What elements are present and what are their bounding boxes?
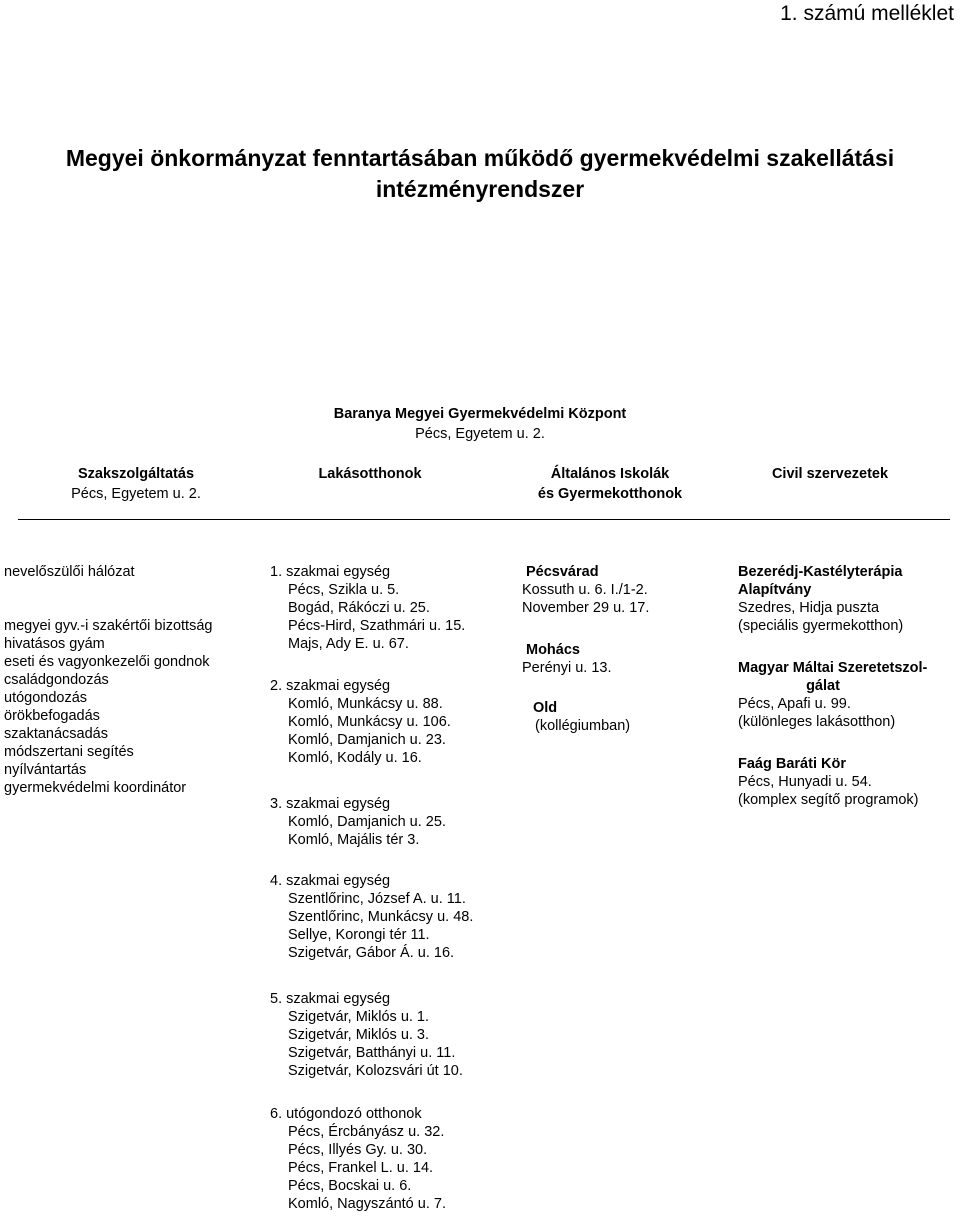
page-title-line2: intézményrendszer <box>375 176 585 202</box>
unit-title: 4. szakmai egység <box>270 873 391 889</box>
unit-group <box>270 563 465 653</box>
unit-address: Szigetvár, Batthányi u. 11. <box>288 1045 456 1061</box>
center-name: Baranya Megyei Gyermekvédelmi Központ <box>333 406 627 422</box>
unit-address: Majs, Ady E. u. 67. <box>288 636 409 652</box>
column-title-szakszolgaltatas: Szakszolgáltatás <box>77 466 195 482</box>
unit-group <box>270 872 473 962</box>
unit-address: Pécs, Szikla u. 5. <box>288 582 400 598</box>
column-header-lakasotthonok <box>290 464 450 484</box>
unit-address: Szigetvár, Gábor Á. u. 16. <box>288 945 455 961</box>
unit-group <box>270 677 451 767</box>
civil-name: Alapítvány <box>738 582 812 598</box>
column-header-iskolak <box>520 464 700 504</box>
list-item: családgondozás <box>4 672 109 688</box>
unit-address: Sellye, Korongi tér 11. <box>288 927 430 943</box>
header-divider <box>18 519 950 520</box>
civil-line: (speciális gyermekotthon) <box>738 618 904 634</box>
column-title-iskolak: Általános Iskolák <box>550 466 670 482</box>
list-item: módszertani segítés <box>4 744 134 760</box>
list-item: örökbefogadás <box>4 708 100 724</box>
list-item: gyermekvédelmi koordinátor <box>4 780 187 796</box>
unit-address: Szentlőrinc, Munkácsy u. 48. <box>288 909 474 925</box>
civil-name: gálat <box>806 678 840 694</box>
unit-address: Komló, Nagyszántó u. 7. <box>288 1196 446 1212</box>
school-line: November 29 u. 17. <box>522 600 650 616</box>
unit-address: Pécs, Illyés Gy. u. 30. <box>288 1142 428 1158</box>
school-entry <box>522 699 630 735</box>
school-name: Pécsvárad <box>526 564 599 580</box>
unit-address: Pécs, Frankel L. u. 14. <box>288 1160 434 1176</box>
school-line: Kossuth u. 6. I./1-2. <box>522 582 648 598</box>
list-item: utógondozás <box>4 690 88 706</box>
annex-label: 1. számú melléklet <box>780 2 954 25</box>
civil-name: Faág Baráti Kör <box>738 756 846 772</box>
list-item: nyílvántartás <box>4 762 87 778</box>
unit-address: Bogád, Rákóczi u. 25. <box>288 600 430 616</box>
civil-line: (komplex segítő programok) <box>738 792 919 808</box>
civil-entry <box>738 563 903 635</box>
unit-address: Komló, Damjanich u. 23. <box>288 732 446 748</box>
unit-address: Szigetvár, Miklós u. 1. <box>288 1009 430 1025</box>
services-list <box>4 563 212 797</box>
list-item: hivatásos gyám <box>4 636 105 652</box>
unit-address: Pécs, Bocskai u. 6. <box>288 1178 412 1194</box>
unit-title: 2. szakmai egység <box>270 678 391 694</box>
school-name: Old <box>533 700 558 716</box>
unit-group <box>270 990 463 1080</box>
civil-line: Pécs, Apafi u. 99. <box>738 696 851 712</box>
list-item: eseti és vagyonkezelői gondnok <box>4 654 210 670</box>
unit-address: Komló, Kodály u. 16. <box>288 750 422 766</box>
list-item: nevelőszülői hálózat <box>4 564 135 580</box>
column-title-lakasotthonok: Lakásotthonok <box>318 466 422 482</box>
unit-address: Pécs-Hird, Szathmári u. 15. <box>288 618 466 634</box>
unit-address: Komló, Damjanich u. 25. <box>288 814 446 830</box>
column-address-szakszolgaltatas: Pécs, Egyetem u. 2. <box>71 486 201 502</box>
page-title-line1: Megyei önkormányzat fenntartásában működő gyermekvédelmi szakellátási <box>65 145 895 171</box>
school-name: Mohács <box>526 642 580 658</box>
civil-line: Pécs, Hunyadi u. 54. <box>738 774 872 790</box>
unit-address: Komló, Munkácsy u. 88. <box>288 696 443 712</box>
civil-name: Bezerédj-Kastélyterápia <box>738 564 903 580</box>
unit-group <box>270 795 446 849</box>
unit-address: Szigetvár, Kolozsvári út 10. <box>288 1063 463 1079</box>
civil-line: (különleges lakásotthon) <box>738 714 896 730</box>
list-item: szaktanácsadás <box>4 726 108 742</box>
unit-title: 5. szakmai egység <box>270 991 391 1007</box>
school-entry <box>522 563 649 617</box>
unit-address: Szentlőrinc, József A. u. 11. <box>288 891 466 907</box>
unit-title: 6. utógondozó otthonok <box>270 1106 422 1122</box>
unit-address: Komló, Majális tér 3. <box>288 832 420 848</box>
list-item: megyei gyv.-i szakértői bizottság <box>4 618 213 634</box>
column-title-civil: Civil szervezetek <box>771 466 889 482</box>
school-line: (kollégiumban) <box>535 718 631 734</box>
center-address: Pécs, Egyetem u. 2. <box>415 426 545 442</box>
school-line: Perényi u. 13. <box>522 660 612 676</box>
column-subtitle-iskolak: és Gyermekotthonok <box>537 486 683 502</box>
unit-title: 3. szakmai egység <box>270 796 391 812</box>
unit-group <box>270 1105 446 1213</box>
unit-title: 1. szakmai egység <box>270 564 391 580</box>
unit-address: Szigetvár, Miklós u. 3. <box>288 1027 430 1043</box>
civil-entry <box>738 755 919 809</box>
civil-entry <box>738 659 927 731</box>
column-header-civil <box>740 464 920 484</box>
civil-name: Magyar Máltai Szeretetszol- <box>738 660 928 676</box>
column-header-szakszolgaltatas <box>46 464 226 504</box>
civil-line: Szedres, Hidja puszta <box>738 600 880 616</box>
unit-address: Komló, Munkácsy u. 106. <box>288 714 451 730</box>
unit-address: Pécs, Ércbányász u. 32. <box>288 1124 445 1140</box>
school-entry <box>522 641 611 677</box>
